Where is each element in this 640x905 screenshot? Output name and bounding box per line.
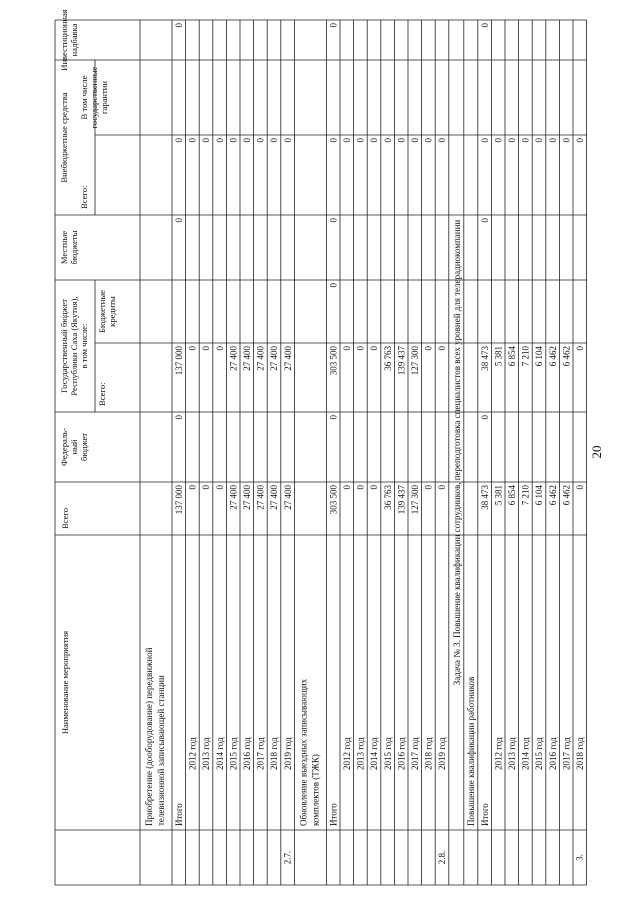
task-title: Задача № 3. Повышение квалификации сотрудников, переподготовка специалистов всех уровней для телерадиокомпании bbox=[451, 219, 462, 686]
row-value: 0 bbox=[328, 283, 339, 288]
row-label: 2018 год bbox=[423, 737, 434, 770]
row-label: Итого bbox=[479, 803, 490, 826]
row-value: 139 437 bbox=[396, 346, 407, 376]
row-label: 2018 год bbox=[269, 737, 280, 770]
row-value: 0 bbox=[214, 138, 225, 143]
row-value: 0 bbox=[575, 346, 585, 351]
row-value: 0 bbox=[187, 346, 198, 351]
row-value: 7 210 bbox=[520, 346, 531, 367]
row-label: 2018 год bbox=[575, 737, 585, 770]
row-value: 0 bbox=[479, 138, 490, 143]
section-title: Приобретение (дооборудование) передвижной bbox=[144, 647, 154, 826]
header-state-credits: кредиты bbox=[107, 296, 117, 327]
row-value: 0 bbox=[369, 485, 380, 490]
row-value: 0 bbox=[437, 485, 448, 490]
row-value: 0 bbox=[396, 138, 407, 143]
row-label: 2014 год bbox=[369, 737, 380, 770]
row-value: 27 400 bbox=[255, 346, 266, 371]
row-value: 303 500 bbox=[328, 346, 339, 376]
row-value: 36 763 bbox=[382, 485, 393, 510]
row-value: 6 462 bbox=[561, 485, 572, 506]
row-value: 36 763 bbox=[382, 346, 393, 371]
row-label: 2013 год bbox=[507, 737, 517, 770]
row-value: 0 bbox=[355, 138, 366, 143]
row-value: 0 bbox=[201, 485, 212, 490]
row-label: 2015 год bbox=[534, 737, 545, 770]
row-value: 6 104 bbox=[534, 485, 545, 506]
row-value: 0 bbox=[355, 346, 366, 351]
row-value: 0 bbox=[242, 138, 252, 143]
row-value: 0 bbox=[328, 138, 339, 143]
row-value: 0 bbox=[328, 23, 339, 28]
row-value: 0 bbox=[255, 138, 266, 143]
page-number: 20 bbox=[589, 445, 604, 459]
row-value: 5 381 bbox=[493, 485, 504, 506]
row-value: 0 bbox=[534, 138, 545, 143]
row-label: 2014 год bbox=[214, 737, 225, 770]
section-title: Повышение квалификации работников bbox=[465, 676, 476, 826]
section-title: телевизионной записывающей станции bbox=[156, 675, 166, 826]
row-value: 0 bbox=[547, 138, 558, 143]
section-number: 3. bbox=[574, 854, 585, 861]
row-label: Итого bbox=[174, 803, 184, 826]
row-label: 2014 год bbox=[520, 737, 531, 770]
row-value: 0 bbox=[369, 138, 380, 143]
row-value: 0 bbox=[201, 138, 212, 143]
row-label: 2017 год bbox=[410, 737, 420, 770]
row-value: 0 bbox=[437, 138, 448, 143]
row-value: 0 bbox=[342, 346, 352, 351]
row-value: 6 462 bbox=[561, 346, 572, 367]
row-value: 27 400 bbox=[242, 485, 252, 510]
row-value: 0 bbox=[342, 138, 352, 143]
row-label: 2013 год bbox=[355, 737, 366, 770]
row-value: 0 bbox=[561, 138, 572, 143]
row-value: 0 bbox=[269, 138, 280, 143]
header-extra-guarantees: В том числе bbox=[79, 75, 89, 120]
row-label: 2012 год bbox=[187, 737, 198, 770]
row-value: 6 462 bbox=[547, 485, 558, 506]
row-value: 0 bbox=[382, 138, 393, 143]
row-value: 0 bbox=[214, 485, 225, 490]
row-label: 2019 год bbox=[282, 737, 293, 770]
row-value: 6 854 bbox=[507, 485, 517, 506]
row-value: 27 400 bbox=[228, 485, 239, 510]
row-value: 0 bbox=[174, 218, 184, 223]
row-value: 0 bbox=[201, 346, 212, 351]
row-label: 2012 год bbox=[342, 737, 352, 770]
section-number: 2.7. bbox=[282, 850, 293, 865]
header-federal: Федераль- bbox=[59, 428, 69, 466]
header-local: Местные bbox=[59, 230, 69, 265]
section-title: Обновление выездных записывающих bbox=[298, 678, 309, 826]
row-value: 139 437 bbox=[396, 485, 407, 515]
row-value: 38 473 bbox=[479, 485, 490, 510]
row-value: 0 bbox=[187, 485, 198, 490]
row-value: 27 400 bbox=[282, 346, 293, 371]
row-value: 303 500 bbox=[328, 485, 339, 515]
row-value: 7 210 bbox=[520, 485, 531, 506]
row-value: 6 104 bbox=[534, 346, 545, 367]
row-value: 0 bbox=[369, 346, 380, 351]
header-federal: бюджет bbox=[79, 432, 89, 462]
row-value: 137 000 bbox=[174, 485, 184, 515]
header-invest: Инвестиционная bbox=[59, 9, 69, 71]
row-label: 2015 год bbox=[382, 737, 393, 770]
row-label: 2016 год bbox=[547, 737, 558, 770]
row-value: 38 473 bbox=[479, 346, 490, 371]
row-label: 2017 год bbox=[561, 737, 572, 770]
row-value: 0 bbox=[174, 138, 184, 143]
row-value: 0 bbox=[228, 138, 239, 143]
row-value: 0 bbox=[437, 346, 448, 351]
row-label: 2017 год bbox=[255, 737, 266, 770]
row-value: 0 bbox=[493, 138, 504, 143]
header-state: Республики Саха (Якутия), bbox=[69, 296, 79, 396]
header-extra: Внебюджетные средства bbox=[59, 92, 69, 183]
row-value: 27 400 bbox=[282, 485, 293, 510]
row-value: 127 300 bbox=[410, 346, 420, 376]
section-number: 2.8. bbox=[436, 850, 447, 865]
row-value: 0 bbox=[187, 138, 198, 143]
row-label: 2012 год bbox=[493, 737, 504, 770]
row-value: 27 400 bbox=[255, 485, 266, 510]
row-value: 0 bbox=[479, 218, 490, 223]
section-title: комплектов (ТЖК) bbox=[310, 754, 321, 826]
row-value: 0 bbox=[479, 23, 490, 28]
header-state: в том числе: bbox=[79, 323, 89, 369]
header-invest: надбавка bbox=[69, 23, 79, 57]
row-value: 0 bbox=[282, 138, 293, 143]
row-label: 2015 год bbox=[228, 737, 239, 770]
row-value: 0 bbox=[423, 485, 434, 490]
row-value: 0 bbox=[520, 138, 531, 143]
row-value: 27 400 bbox=[269, 346, 280, 371]
header-state: Государственный бюджет bbox=[59, 299, 69, 393]
header-extra-guarantees: государственные bbox=[89, 66, 99, 129]
row-label: 2013 год bbox=[201, 737, 212, 770]
header-name: Наименование мероприятия bbox=[60, 630, 70, 735]
header-extra-guarantees: гарантии bbox=[99, 80, 109, 115]
row-value: 0 bbox=[479, 415, 490, 420]
row-value: 0 bbox=[328, 218, 339, 223]
row-label: Итого bbox=[328, 803, 339, 826]
header-total: Всего bbox=[60, 507, 70, 529]
budget-table bbox=[55, 9, 587, 885]
row-value: 137 000 bbox=[174, 346, 184, 376]
row-value: 0 bbox=[355, 485, 366, 490]
row-value: 27 400 bbox=[228, 346, 239, 371]
row-value: 0 bbox=[423, 346, 434, 351]
row-label: 2019 год bbox=[437, 737, 448, 770]
row-value: 5 381 bbox=[493, 346, 504, 367]
row-value: 0 bbox=[575, 138, 585, 143]
row-value: 127 300 bbox=[410, 485, 420, 515]
row-value: 0 bbox=[174, 23, 184, 28]
row-value: 6 854 bbox=[507, 346, 517, 367]
row-value: 0 bbox=[342, 485, 352, 490]
row-value: 0 bbox=[423, 138, 434, 143]
row-label: 2016 год bbox=[242, 737, 252, 770]
row-value: 0 bbox=[214, 346, 225, 351]
row-value: 0 bbox=[507, 138, 517, 143]
row-value: 0 bbox=[410, 138, 420, 143]
row-value: 6 462 bbox=[547, 346, 558, 367]
header-extra-total: Всего: bbox=[79, 185, 89, 209]
row-value: 0 bbox=[575, 485, 585, 490]
row-value: 27 400 bbox=[242, 346, 252, 371]
row-value: 0 bbox=[174, 415, 184, 420]
row-label: 2016 год bbox=[396, 737, 407, 770]
header-federal: ный bbox=[69, 439, 79, 455]
header-local: бюджеты bbox=[69, 230, 79, 265]
row-value: 27 400 bbox=[269, 485, 280, 510]
row-value: 0 bbox=[328, 415, 339, 420]
header-state-credits: Бюджетные bbox=[97, 290, 107, 333]
header-state-total: Всего: bbox=[97, 382, 107, 406]
